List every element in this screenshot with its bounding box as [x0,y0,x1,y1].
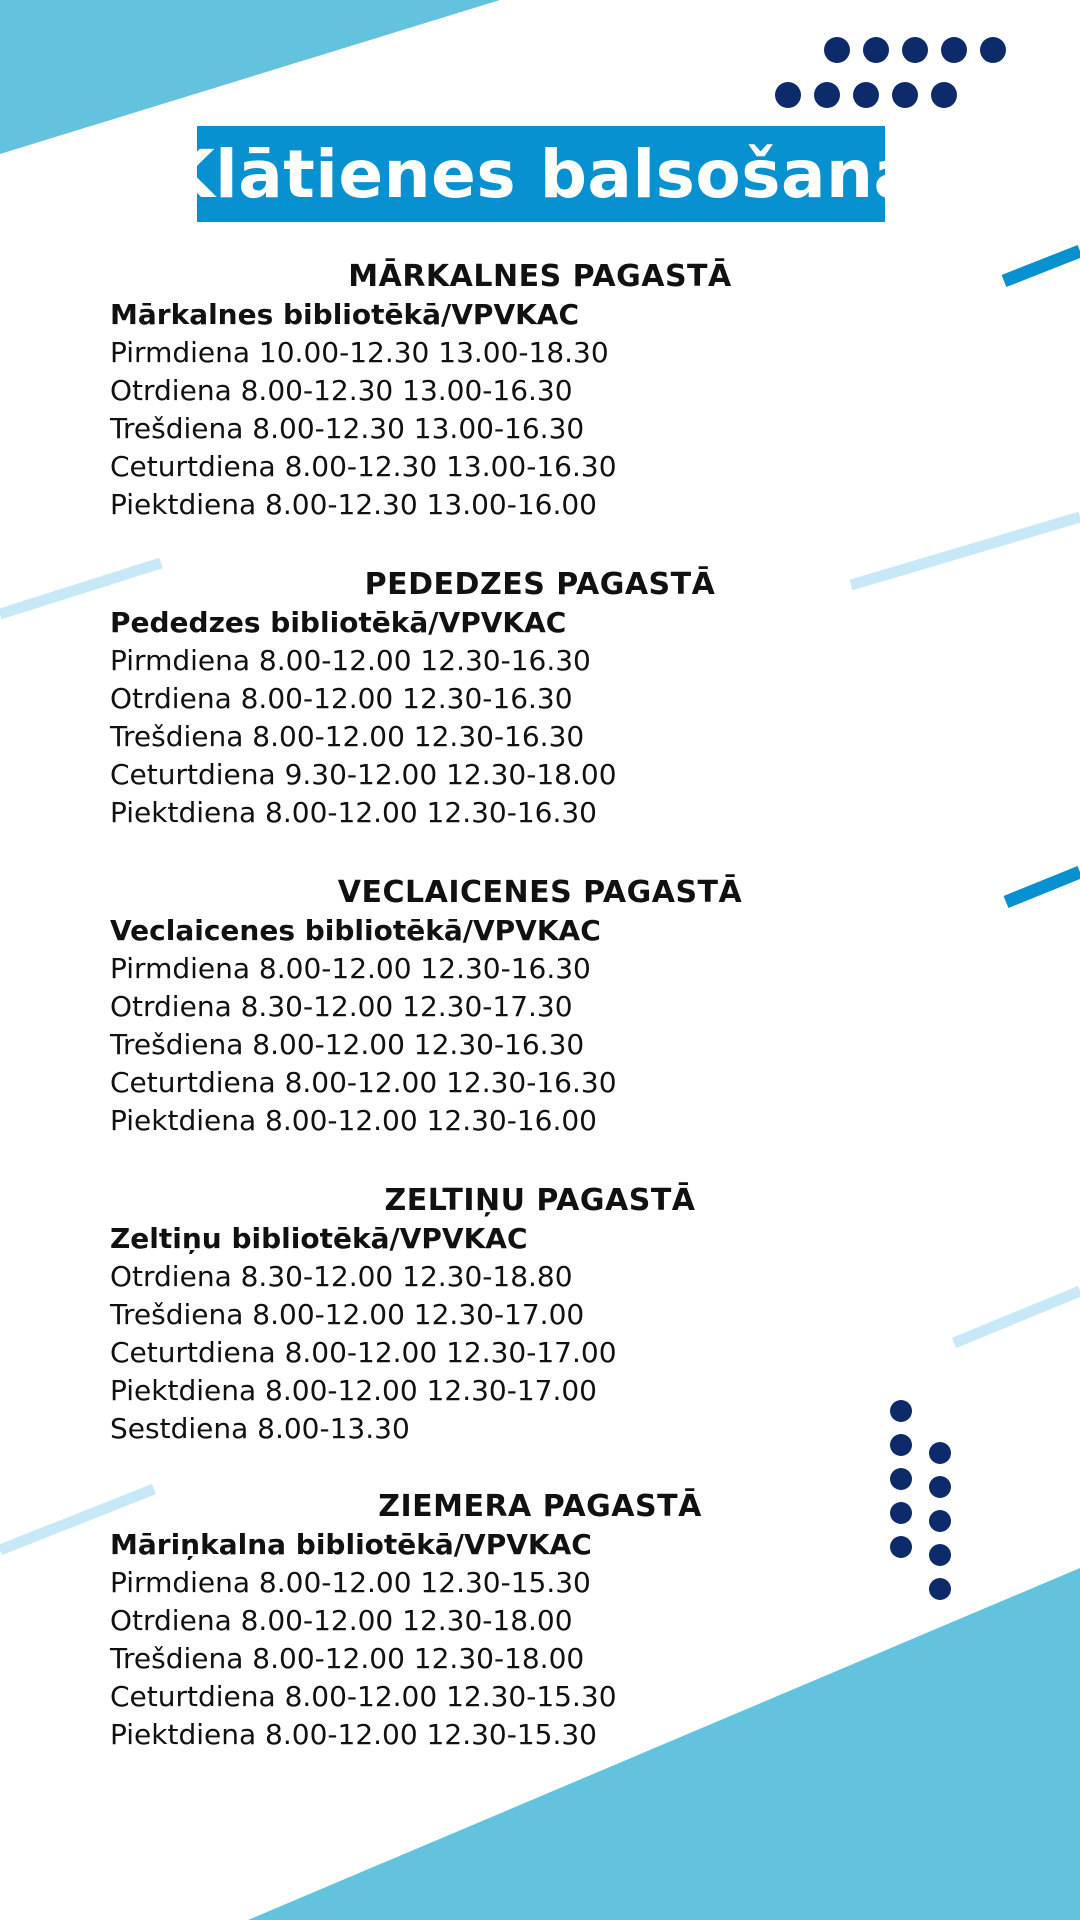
hours-line: Otrdiena 8.30-12.00 12.30-17.30 [110,990,573,1023]
hours-line: Pirmdiena 8.00-12.00 12.30-15.30 [110,1566,591,1599]
location-name: Mārkalnes bibliotēkā/VPVKAC [110,298,580,331]
location-name: Veclaicenes bibliotēkā/VPVKAC [110,914,601,947]
stripe-accent-1 [1004,251,1080,281]
title-banner [163,126,919,222]
hours-line: Ceturtdiena 8.00-12.00 12.30-16.30 [110,1066,617,1099]
location-name: Zeltiņu bibliotēkā/VPVKAC [110,1222,528,1255]
stripe-accent-2 [1006,872,1080,902]
section-ziemeri [110,1488,970,1754]
hours-line: Trešdiena 8.00-12.00 12.30-18.00 [110,1642,585,1675]
hours-line: Ceturtdiena 8.00-12.00 12.30-17.00 [110,1336,617,1369]
hours-line: Pirmdiena 8.00-12.00 12.30-16.30 [110,952,591,985]
hours-line: Trešdiena 8.00-12.00 12.30-17.00 [110,1298,585,1331]
stripe-pale-3 [954,1291,1080,1343]
section-markalne [110,258,970,524]
hours-line: Otrdiena 8.30-12.00 12.30-18.80 [110,1260,573,1293]
hours-line: Pirmdiena 10.00-12.30 13.00-18.30 [110,336,609,369]
hours-line: Piektdiena 8.00-12.00 12.30-15.30 [110,1718,597,1751]
dots-top-right [775,37,1006,108]
hours-line: Otrdiena 8.00-12.00 12.30-16.30 [110,682,573,715]
hours-line: Sestdiena 8.00-13.30 [110,1412,410,1445]
hours-line: Piektdiena 8.00-12.30 13.00-16.00 [110,488,597,521]
hours-line: Piektdiena 8.00-12.00 12.30-17.00 [110,1374,597,1407]
hours-line: Piektdiena 8.00-12.00 12.30-16.00 [110,1104,597,1137]
section-heading: PEDEDZES PAGASTĀ [364,567,716,602]
hours-line: Otrdiena 8.00-12.00 12.30-18.00 [110,1604,573,1637]
hours-line: Otrdiena 8.00-12.30 13.00-16.30 [110,374,573,407]
hours-line: Ceturtdiena 8.00-12.00 12.30-15.30 [110,1680,617,1713]
location-name: Māriņkalna bibliotēkā/VPVKAC [110,1528,592,1561]
section-heading: ZELTIŅU PAGASTĀ [384,1183,696,1218]
section-heading: MĀRKALNES PAGASTĀ [348,259,732,294]
hours-line: Pirmdiena 8.00-12.00 12.30-16.30 [110,644,591,677]
section-heading: ZIEMERA PAGASTĀ [378,1489,702,1524]
section-pededze [110,566,970,832]
hours-line: Trešdiena 8.00-12.00 12.30-16.30 [110,720,585,753]
section-heading: VECLAICENES PAGASTĀ [337,875,743,910]
hours-line: Piektdiena 8.00-12.00 12.30-16.30 [110,796,597,829]
location-name: Pededzes bibliotēkā/VPVKAC [110,606,567,639]
hours-line: Trešdiena 8.00-12.00 12.30-16.30 [110,1028,585,1061]
hours-line: Ceturtdiena 9.30-12.00 12.30-18.00 [110,758,617,791]
hours-line: Trešdiena 8.00-12.30 13.00-16.30 [110,412,585,445]
page-title: Klātienes balsošana [163,135,919,213]
hours-line: Ceturtdiena 8.00-12.30 13.00-16.30 [110,450,617,483]
section-zeltini [110,1182,970,1448]
section-veclaicene [110,874,970,1140]
